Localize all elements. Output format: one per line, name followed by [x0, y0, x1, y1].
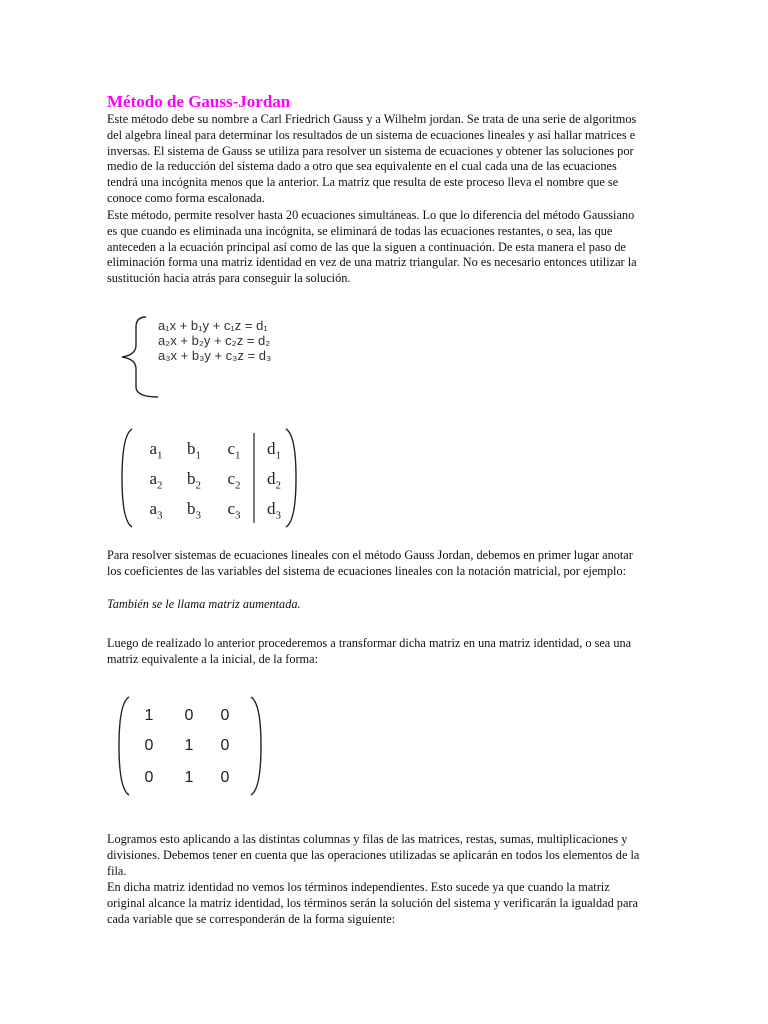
matrix-cell: 0 [220, 737, 230, 754]
augmented-matrix [118, 427, 300, 529]
paragraph-augmented-note: También se le llama matriz aumentada. [107, 597, 301, 611]
equation-line: a₁x + b₁y + c₁z = d₁ [158, 318, 268, 333]
document-title: Método de Gauss-Jordan [107, 92, 291, 111]
equation-line: a₂x + b₂y + c₂z = d₂ [158, 333, 271, 348]
matrix-cell: 1 [184, 769, 194, 786]
matrix-cell: $b_1$ [187, 439, 201, 462]
matrix-cell: 1 [184, 737, 194, 754]
paragraph-independent-terms: En dicha matriz identidad no vemos los términos independientes. Esto sucede ya que cuando la matriz original alcance la matriz identidad, los términos serán la solución del sistema y verificarán la igualdad para cada variable que se corresponderán de la forma siguiente: [107, 880, 638, 926]
identity-matrix [115, 695, 265, 798]
paragraph-operations: Logramos esto aplicando a las distintas columnas y filas de las matrices, restas, sumas, multiplicaciones y divisiones. Debemos tener en cuenta que las operaciones utilizadas se aplicarán en todos los elementos de la fila. [107, 832, 640, 878]
matrix-cell: 1 [144, 707, 154, 724]
matrix-cell: $b_2$ [187, 469, 201, 492]
equation-line: a₃x + b₃y + c₃z = d₃ [158, 348, 272, 363]
matrix-cell: $d_2$ [267, 469, 281, 492]
paragraph-identity: Luego de realizado lo anterior procederemos a transformar dicha matriz en una matriz identidad, o sea una matriz equivalente a la inicial, de la forma: [107, 636, 632, 666]
matrix-cell: $d_3$ [267, 499, 281, 522]
matrix-cell: 0 [184, 707, 194, 724]
left-brace-icon [118, 315, 158, 400]
matrix-cell: $a_1$ [149, 439, 163, 462]
paragraph-intro: Este método debe su nombre a Carl Friedrich Gauss y a Wilhelm jordan. Se trata de una serie de algoritmos del algebra lineal para determinar los resultados de un sistema de ecuaciones lineales y así hallar matrices e inversas. El sistema de Gauss se utiliza para resolver un sistema de ecuaciones y obtener las soluciones por medio de la reducción del sistema dado a otro que sea equivalente en el cual cada una de las ecuaciones tendrá una incógnita menos que la anterior. La matriz que resulta de este proceso lleva el nombre que se conoce como forma escalonada. [107, 112, 637, 205]
matrix-cell: $a_3$ [149, 499, 163, 522]
matrix-cell: 0 [144, 769, 154, 786]
paragraph-notation: Para resolver sistemas de ecuaciones lineales con el método Gauss Jordan, debemos en primer lugar anotar los coeficientes de las variables del sistema de ecuaciones lineales con la notación matricial, por ejemplo: [107, 548, 633, 578]
matrix-cell: $d_1$ [267, 439, 281, 462]
matrix-cell: $a_2$ [149, 469, 163, 492]
matrix-cell: 0 [144, 737, 154, 754]
equation-system [118, 315, 298, 400]
paragraph-method: Este método, permite resolver hasta 20 ecuaciones simultáneas. Lo que lo diferencia del método Gaussiano es que cuando es eliminada una incógnita, se eliminará de todas las ecuaciones restantes, o sea, las que anteceden a la ecuación principal así como de las que la siguen a continuación. De esta manera el paso de eliminación forma una matriz identidad en vez de una matriz triangular. No es necesario entonces utilizar la sustitución hacia atrás para conseguir la solución. [107, 208, 637, 286]
matrix-cell: 0 [220, 707, 230, 724]
matrix-cell: $b_3$ [187, 499, 201, 522]
matrix-cell: $c_3$ [227, 499, 241, 522]
matrix-cell: $c_2$ [227, 469, 241, 492]
matrix-cell: $c_1$ [227, 439, 241, 462]
matrix-cell: 0 [220, 769, 230, 786]
